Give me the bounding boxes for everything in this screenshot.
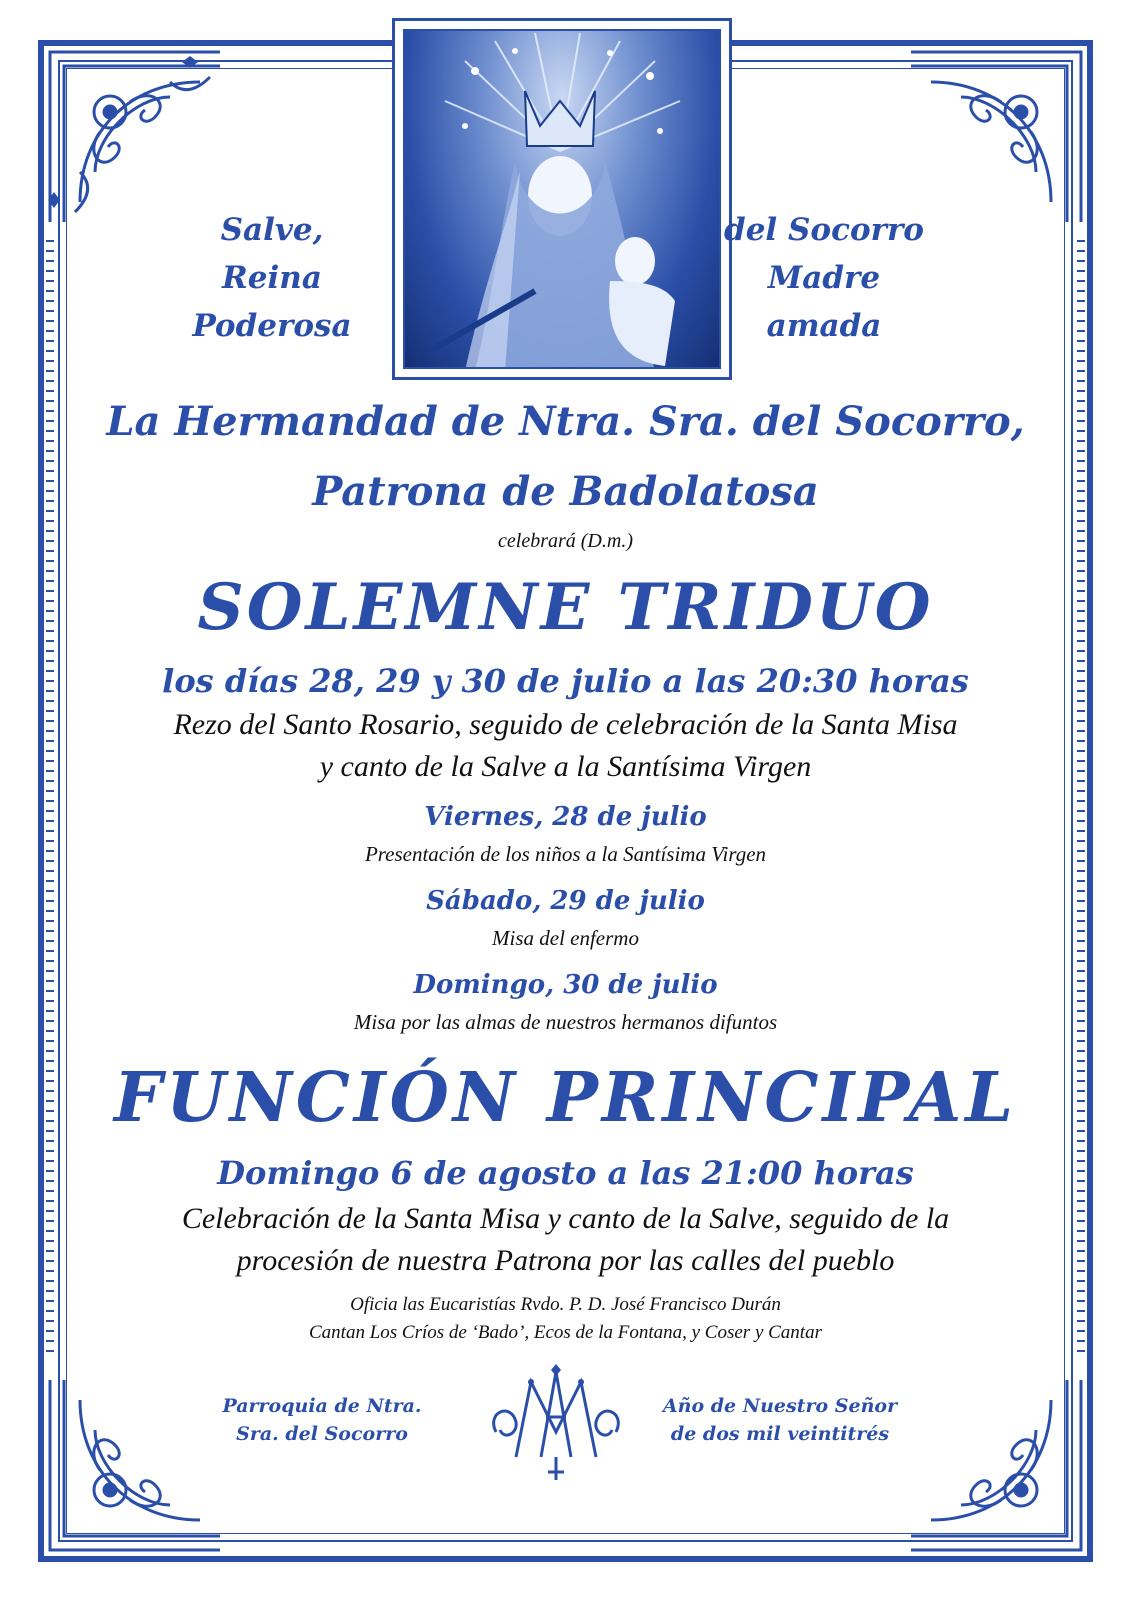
triduo-day-detail: Misa por las almas de nuestros hermanos difuntos — [353, 1010, 778, 1034]
officiant-text: Oficia las Eucaristías Rvdo. P. D. José Francisco Durán — [350, 1294, 781, 1315]
corner-ornament-icon — [901, 1370, 1091, 1560]
funcion-description-line2: procesión de nuestra Patrona por las calles del pueblo — [236, 1244, 895, 1277]
left-verse-line: Reina — [222, 260, 322, 296]
brotherhood-subtitle: Patrona de Badolatosa — [312, 468, 819, 515]
funcion-title: FUNCIÓN PRINCIPAL — [113, 1058, 1018, 1138]
virgin-statue-icon — [405, 31, 721, 369]
footer-year-line: de dos mil veintitrés — [670, 1423, 890, 1445]
left-verse-line: Poderosa — [192, 308, 352, 344]
right-verse-line: Madre — [767, 260, 881, 296]
virgin-statue-image — [392, 18, 732, 380]
right-verse-line: del Socorro — [724, 212, 924, 248]
brotherhood-title: La Hermandad de Ntra. Sra. del Socorro, — [106, 398, 1025, 445]
triduo-day-detail: Presentación de los niños a la Santísima Virgen — [364, 842, 767, 866]
left-verse-line: Salve, — [220, 212, 324, 248]
triduo-day: Sábado, 29 de julio — [426, 886, 705, 916]
footer-year — [660, 1392, 900, 1448]
triduo-description-line2: y canto de la Salve a la Santísima Virgen — [319, 750, 812, 783]
footer-parish-line: Sra. del Socorro — [236, 1423, 408, 1445]
triduo-day: Viernes, 28 de julio — [424, 802, 707, 832]
funcion-description-line1: Celebración de la Santa Misa y canto de la Salve, seguido de la — [181, 1202, 950, 1235]
left-border-band — [46, 240, 54, 1360]
triduo-day: Domingo, 30 de julio — [413, 970, 718, 1000]
singers-text: Cantan Los Críos de ‘Bado’, Ecos de la Fontana, y Coser y Cantar — [309, 1322, 822, 1343]
corner-ornament-icon — [40, 42, 230, 232]
right-border-band — [1077, 240, 1085, 1360]
funcion-date: Domingo 6 de agosto a las 21:00 horas — [217, 1154, 914, 1192]
triduo-description-line1: Rezo del Santo Rosario, seguido de celebración de la Santa Misa — [173, 708, 958, 741]
triduo-dates: los días 28, 29 y 30 de julio a las 20:30 horas — [162, 662, 969, 700]
left-verse — [172, 206, 372, 350]
celebrates-text: celebrará (D.m.) — [498, 530, 633, 552]
right-verse — [724, 206, 924, 350]
triduo-title: SOLEMNE TRIDUO — [197, 570, 934, 645]
corner-ornament-icon — [901, 42, 1091, 232]
footer-parish — [202, 1392, 442, 1448]
triduo-day-detail: Misa del enfermo — [492, 926, 639, 950]
footer-parish-line: Parroquia de Ntra. — [222, 1395, 422, 1417]
right-verse-line: amada — [766, 308, 882, 344]
marian-monogram-icon — [486, 1362, 626, 1482]
footer-year-line: Año de Nuestro Señor — [662, 1395, 898, 1417]
